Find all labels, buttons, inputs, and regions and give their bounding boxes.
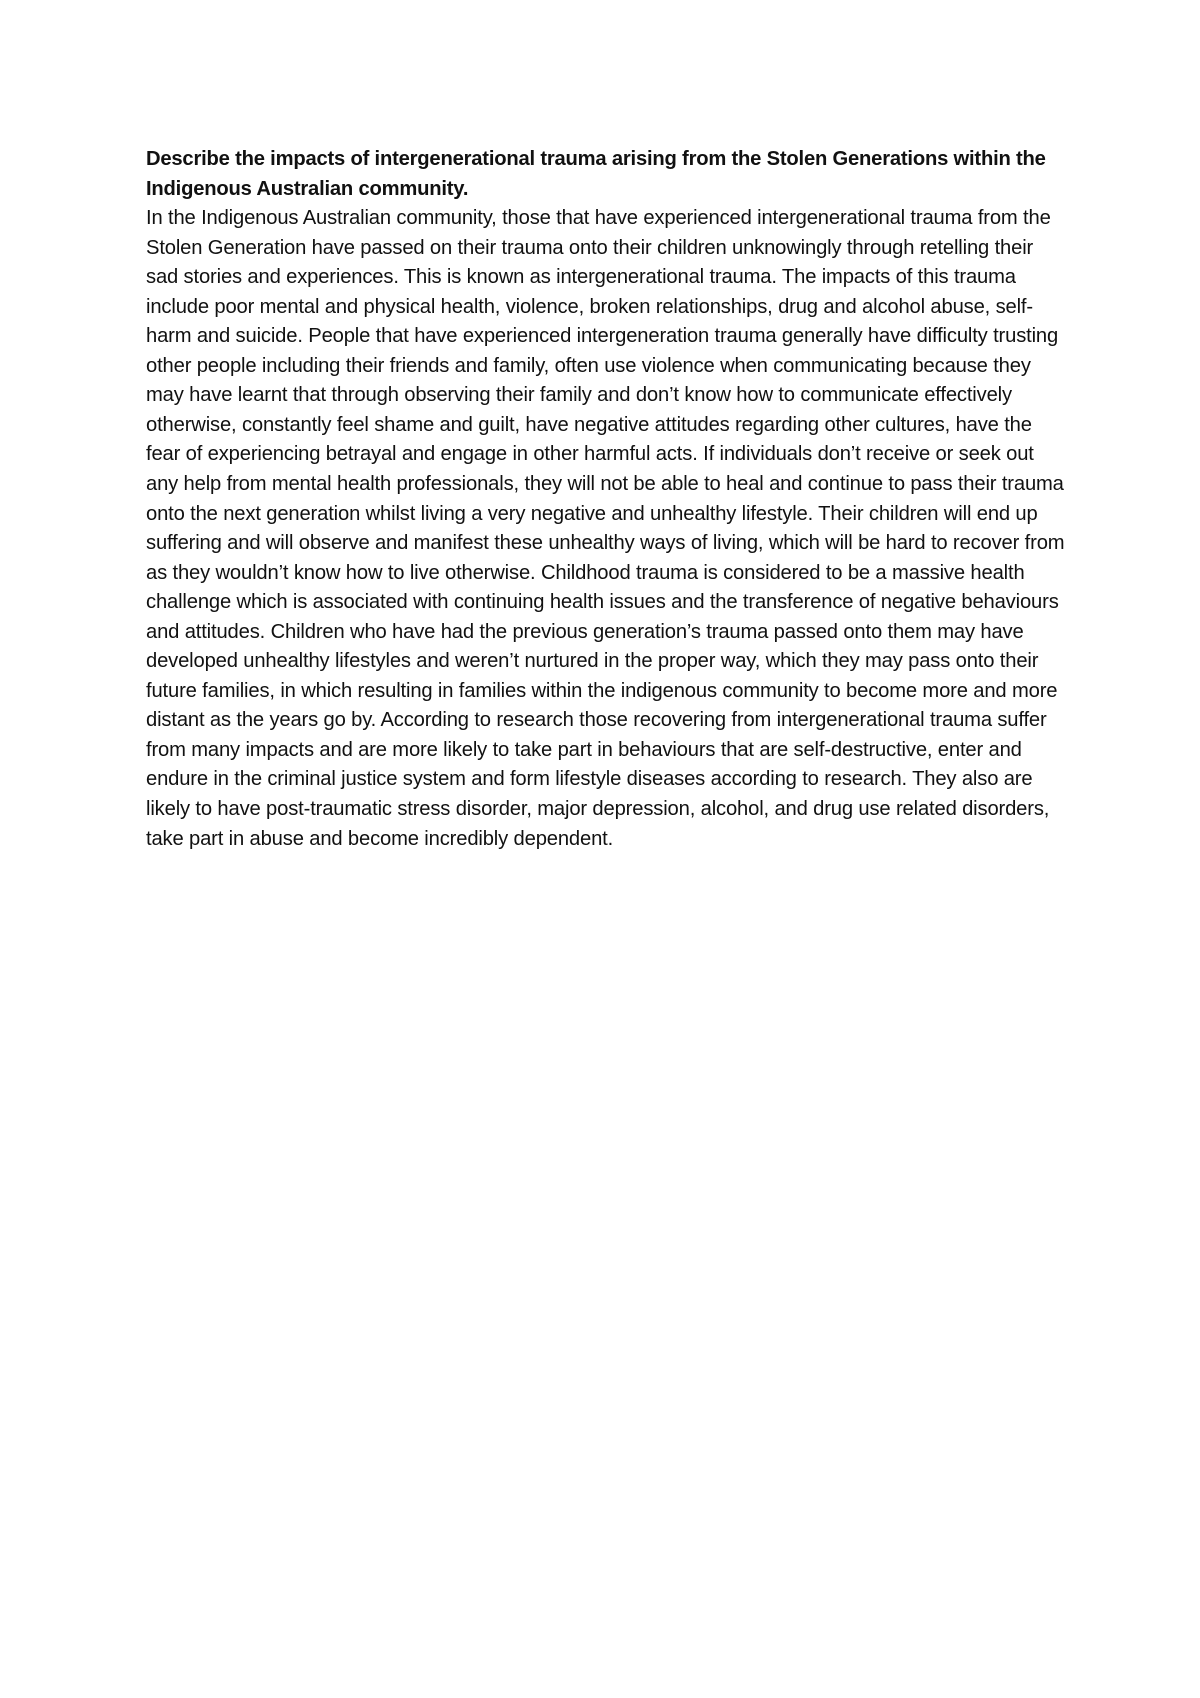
document-content [146,145,1066,854]
document-body: In the Indigenous Australian community, those that have experienced intergenerational trauma from the Stolen Generation have passed on their trauma onto their children unknowingly through retelling their sad stories and experiences. This is known as intergenerational trauma. The impacts of this trauma include poor mental and physical health, violence, broken relationships, drug and alcohol abuse, self-harm and suicide. People that have experienced intergeneration trauma generally have difficulty trusting other people including their friends and family, often use violence when communicating because they may have learnt that through observing their family and don’t know how to communicate effectively otherwise, constantly feel shame and guilt, have negative attitudes regarding other cultures, have the fear of experiencing betrayal and engage in other harmful acts. If individuals don’t receive or seek out any help from mental health professionals, they will not be able to heal and continue to pass their trauma onto the next generation whilst living a very negative and unhealthy lifestyle. Their children will end up suffering and will observe and manifest these unhealthy ways of living, which will be hard to recover from as they wouldn’t know how to live otherwise. Childhood trauma is considered to be a massive health challenge which is associated with continuing health issues and the transference of negative behaviours and attitudes. Children who have had the previous generation’s trauma passed onto them may have developed unhealthy lifestyles and weren’t nurtured in the proper way, which they may pass onto their future families, in which resulting in families within the indigenous community to become more and more distant as the years go by. According to research those recovering from intergenerational trauma suffer from many impacts and are more likely to take part in behaviours that are self-destructive, enter and endure in the criminal justice system and form lifestyle diseases according to research. They also are likely to have post-traumatic stress disorder, major depression, alcohol, and drug use related disorders, take part in abuse and become incredibly dependent. [146,207,1065,850]
document-title: Describe the impacts of intergenerational trauma arising from the Stolen Generations within the Indigenous Australian community. [146,148,1046,200]
